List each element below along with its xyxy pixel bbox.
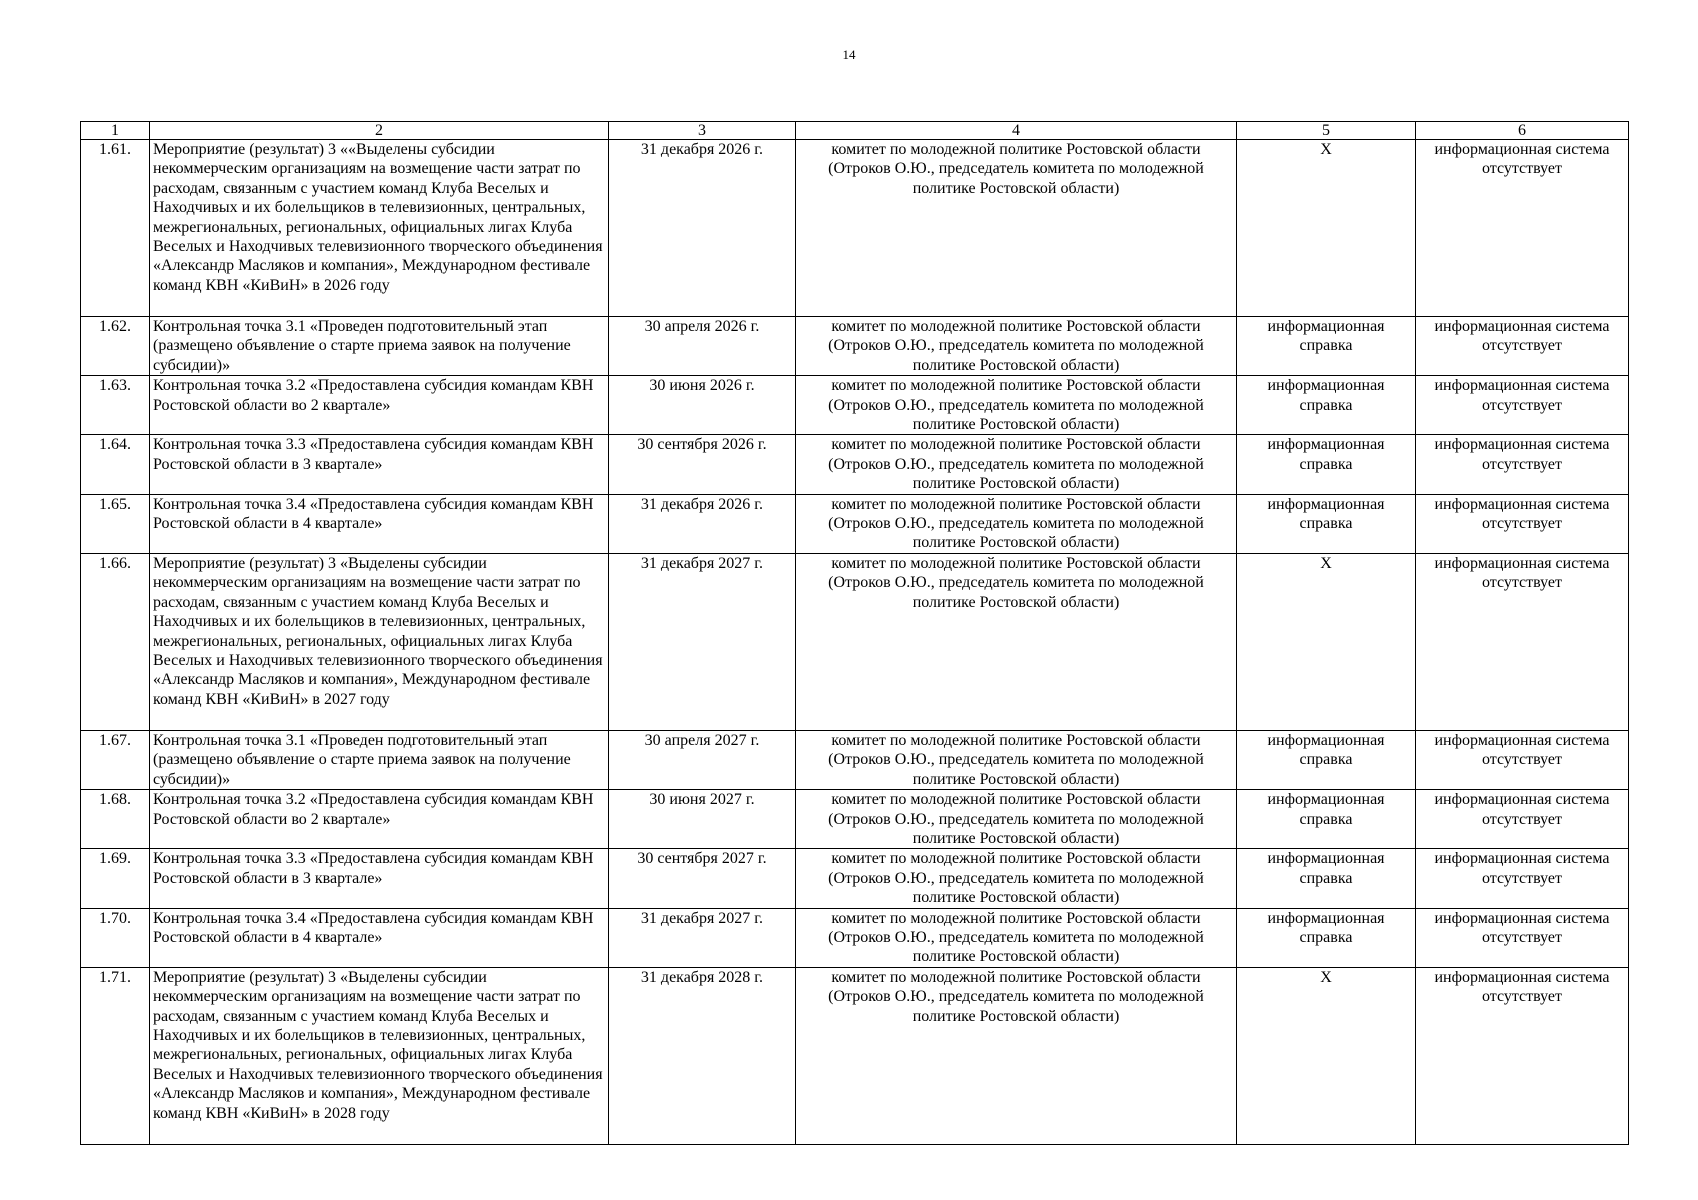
row-document: информационная справка: [1237, 317, 1416, 376]
page-number: 14: [842, 47, 856, 62]
row-number: 1.61.: [81, 140, 150, 317]
row-number: 1.64.: [81, 435, 150, 494]
column-header-5: 5: [1237, 122, 1416, 140]
row-name: Контрольная точка 3.3 «Предоставлена субсидия командам КВН Ростовской области в 3 квартале»: [150, 435, 609, 494]
row-responsible: комитет по молодежной политике Ростовской области (Отроков О.Ю., председатель комитета по молодежной политике Ростовской области): [796, 790, 1237, 849]
table-row: [81, 317, 1629, 376]
row-responsible: комитет по молодежной политике Ростовской области (Отроков О.Ю., председатель комитета по молодежной политике Ростовской области): [796, 317, 1237, 376]
row-info-system: информационная система отсутствует: [1416, 908, 1629, 967]
row-number: 1.67.: [81, 730, 150, 789]
column-header-1: 1: [81, 122, 150, 140]
row-name: Контрольная точка 3.1 «Проведен подготовительный этап (размещено объявление о старте приема заявок на получение субсидии)»: [150, 730, 609, 789]
row-name: Мероприятие (результат) 3 «Выделены субсидии некоммерческим организациям на возмещение части затрат по расходам, связанным с участием команд Клуба Веселых и Находчивых и их болельщиков в телевизионных, центральных, межрегиональных, региональных, официальных лигах Клуба Веселых и Находчивых телевизионного творческого объединения «Александр Масляков и компания», Международном фестивале команд КВН «КиВиН» в 2027 году: [150, 553, 609, 730]
table-body: [81, 140, 1629, 1145]
row-name: Мероприятие (результат) 3 ««Выделены субсидии некоммерческим организациям на возмещение части затрат по расходам, связанным с участием команд Клуба Веселых и Находчивых и их болельщиков в телевизионных, центральных, межрегиональных, региональных, официальных лигах Клуба Веселых и Находчивых телевизионного творческого объединения «Александр Масляков и компания», Международном фестивале команд КВН «КиВиН» в 2026 году: [150, 140, 609, 317]
row-info-system: информационная система отсутствует: [1416, 790, 1629, 849]
table-row: [81, 494, 1629, 553]
row-date: 31 декабря 2026 г.: [609, 140, 796, 317]
row-document: информационная справка: [1237, 435, 1416, 494]
table-row: [81, 908, 1629, 967]
row-document: информационная справка: [1237, 849, 1416, 908]
row-date: 30 апреля 2026 г.: [609, 317, 796, 376]
column-header-3: 3: [609, 122, 796, 140]
row-info-system: информационная система отсутствует: [1416, 849, 1629, 908]
row-responsible: комитет по молодежной политике Ростовской области (Отроков О.Ю., председатель комитета по молодежной политике Ростовской области): [796, 553, 1237, 730]
row-document: X: [1237, 967, 1416, 1144]
table-row: [81, 553, 1629, 730]
row-date: 31 декабря 2026 г.: [609, 494, 796, 553]
row-name: Контрольная точка 3.4 «Предоставлена субсидия командам КВН Ростовской области в 4 квартале»: [150, 494, 609, 553]
table-row: [81, 849, 1629, 908]
table-row: [81, 376, 1629, 435]
row-date: 30 июня 2026 г.: [609, 376, 796, 435]
plan-table: [80, 121, 1629, 1145]
row-date: 30 июня 2027 г.: [609, 790, 796, 849]
row-date: 30 сентября 2027 г.: [609, 849, 796, 908]
row-number: 1.71.: [81, 967, 150, 1144]
table-row: [81, 730, 1629, 789]
row-info-system: информационная система отсутствует: [1416, 494, 1629, 553]
row-name: Контрольная точка 3.4 «Предоставлена субсидия командам КВН Ростовской области в 4 квартале»: [150, 908, 609, 967]
row-responsible: комитет по молодежной политике Ростовской области (Отроков О.Ю., председатель комитета по молодежной политике Ростовской области): [796, 967, 1237, 1144]
row-number: 1.66.: [81, 553, 150, 730]
row-date: 30 сентября 2026 г.: [609, 435, 796, 494]
column-header-6: 6: [1416, 122, 1629, 140]
column-header-2: 2: [150, 122, 609, 140]
row-name: Контрольная точка 3.1 «Проведен подготовительный этап (размещено объявление о старте приема заявок на получение субсидии)»: [150, 317, 609, 376]
column-number-row: [81, 122, 1629, 140]
row-name: Контрольная точка 3.2 «Предоставлена субсидия командам КВН Ростовской области во 2 квартале»: [150, 790, 609, 849]
row-responsible: комитет по молодежной политике Ростовской области (Отроков О.Ю., председатель комитета по молодежной политике Ростовской области): [796, 494, 1237, 553]
row-document: X: [1237, 140, 1416, 317]
table-row: [81, 790, 1629, 849]
row-document: информационная справка: [1237, 730, 1416, 789]
row-date: 31 декабря 2027 г.: [609, 553, 796, 730]
row-name: Мероприятие (результат) 3 «Выделены субсидии некоммерческим организациям на возмещение части затрат по расходам, связанным с участием команд Клуба Веселых и Находчивых и их болельщиков в телевизионных, центральных, межрегиональных, региональных, официальных лигах Клуба Веселых и Находчивых телевизионного творческого объединения «Александр Масляков и компания», Международном фестивале команд КВН «КиВиН» в 2028 году: [150, 967, 609, 1144]
row-info-system: информационная система отсутствует: [1416, 140, 1629, 317]
row-responsible: комитет по молодежной политике Ростовской области (Отроков О.Ю., председатель комитета по молодежной политике Ростовской области): [796, 908, 1237, 967]
row-document: информационная справка: [1237, 376, 1416, 435]
row-responsible: комитет по молодежной политике Ростовской области (Отроков О.Ю., председатель комитета по молодежной политике Ростовской области): [796, 849, 1237, 908]
row-number: 1.62.: [81, 317, 150, 376]
row-info-system: информационная система отсутствует: [1416, 553, 1629, 730]
row-number: 1.68.: [81, 790, 150, 849]
row-number: 1.70.: [81, 908, 150, 967]
row-info-system: информационная система отсутствует: [1416, 376, 1629, 435]
row-info-system: информационная система отсутствует: [1416, 435, 1629, 494]
table-row: [81, 435, 1629, 494]
row-document: X: [1237, 553, 1416, 730]
column-header-4: 4: [796, 122, 1237, 140]
row-info-system: информационная система отсутствует: [1416, 967, 1629, 1144]
row-document: информационная справка: [1237, 908, 1416, 967]
row-responsible: комитет по молодежной политике Ростовской области (Отроков О.Ю., председатель комитета по молодежной политике Ростовской области): [796, 435, 1237, 494]
row-document: информационная справка: [1237, 494, 1416, 553]
row-date: 31 декабря 2027 г.: [609, 908, 796, 967]
row-number: 1.65.: [81, 494, 150, 553]
row-info-system: информационная система отсутствует: [1416, 317, 1629, 376]
row-name: Контрольная точка 3.2 «Предоставлена субсидия командам КВН Ростовской области во 2 квартале»: [150, 376, 609, 435]
table-row: [81, 140, 1629, 317]
table-row: [81, 967, 1629, 1144]
row-document: информационная справка: [1237, 790, 1416, 849]
row-name: Контрольная точка 3.3 «Предоставлена субсидия командам КВН Ростовской области в 3 квартале»: [150, 849, 609, 908]
row-info-system: информационная система отсутствует: [1416, 730, 1629, 789]
row-number: 1.69.: [81, 849, 150, 908]
row-date: 31 декабря 2028 г.: [609, 967, 796, 1144]
row-responsible: комитет по молодежной политике Ростовской области (Отроков О.Ю., председатель комитета по молодежной политике Ростовской области): [796, 140, 1237, 317]
row-date: 30 апреля 2027 г.: [609, 730, 796, 789]
row-number: 1.63.: [81, 376, 150, 435]
row-responsible: комитет по молодежной политике Ростовской области (Отроков О.Ю., председатель комитета по молодежной политике Ростовской области): [796, 730, 1237, 789]
row-responsible: комитет по молодежной политике Ростовской области (Отроков О.Ю., председатель комитета по молодежной политике Ростовской области): [796, 376, 1237, 435]
